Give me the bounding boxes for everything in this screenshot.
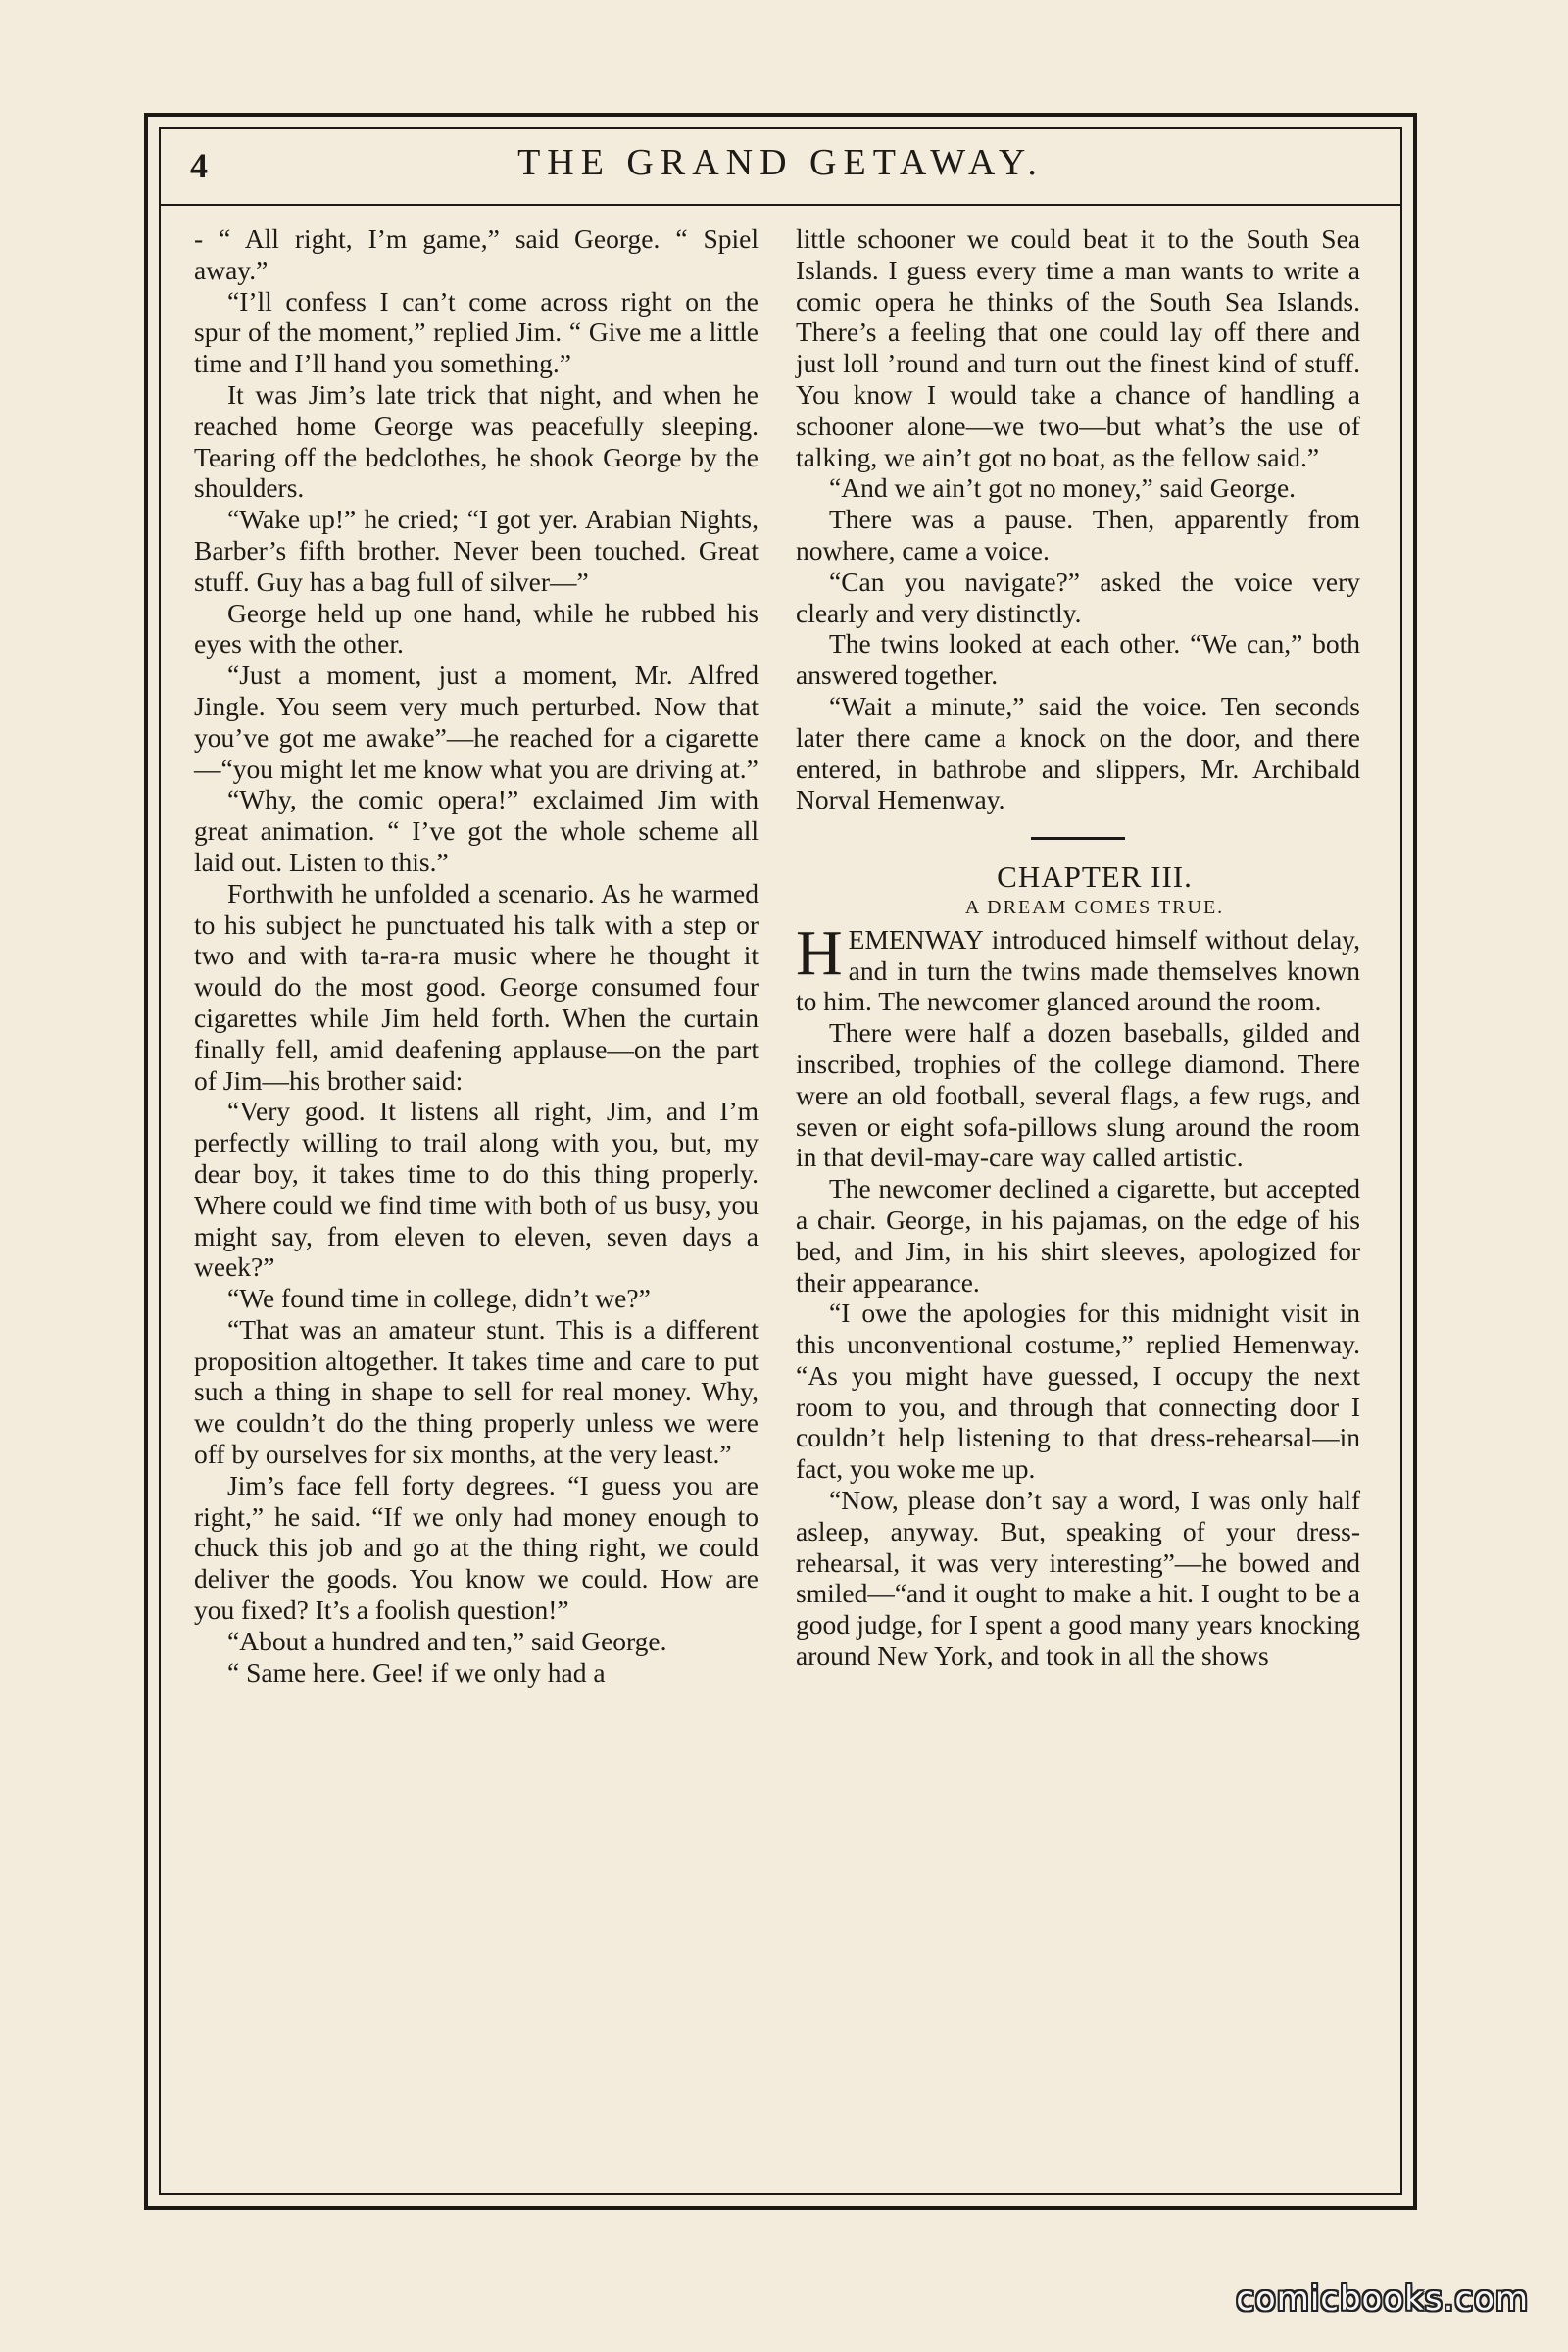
paragraph: The twins looked at each other. “We can,” both answered together. (796, 628, 1360, 691)
drop-cap: H (796, 916, 843, 989)
paragraph: “We found time in college, didn’t we?” (227, 1283, 651, 1314)
paragraph: There were half a dozen baseballs, gilded and inscribed, trophies of the college diamond. There were an old football, several flags, a few rugs, and seven or eight sofa-pillows slung around the room in that devil-may-care way called artistic. (796, 1017, 1360, 1173)
paragraph: “And we ain’t got no money,” said George. (829, 472, 1297, 504)
chapter-title: CHAPTER III. (997, 859, 1193, 895)
paragraph: “That was an amateur stunt. This is a different proposition altogether. It takes time and care to put such a thing in shape to sell for real money. Why, we couldn’t do the thing properly unless we were off by ourselves for six months, at the very least.” (194, 1313, 759, 1470)
paragraph: “Wake up!” he cried; “I got yer. Arabian Nights, Barber’s fifth brother. Never been touched. Great stuff. Guy has a bag full of silver—” (194, 504, 759, 597)
paragraph: “I owe the apologies for this midnight visit in this unconventional costume,” replied Hemenway. “As you might have guessed, I occupy the next room to you, and through that connecting door I couldn’t help listening to that dress-rehearsal—in fact, you woke me up. (796, 1298, 1360, 1485)
paragraph: There was a pause. Then, apparently from nowhere, came a voice. (796, 504, 1360, 565)
header-rule (159, 204, 1402, 206)
paragraph: “Just a moment, just a moment, Mr. Alfred Jingle. You seem very much perturbed. Now that you’ve got me awake”—he reached for a cigarette—“you might let me know what you are driving at.” (194, 660, 759, 784)
paragraph: Forthwith he unfolded a scenario. As he warmed to his subject he punctuated his talk with a step or two and with ta-ra-ra music where he thought it would do the most good. George consumed four cigarettes while Jim held forth. When the curtain finally fell, amid deafening applause—on the part of Jim—his brother said: (194, 877, 759, 1096)
chapter-opening-paragraph (796, 916, 1360, 1017)
page-number: 4 (190, 146, 209, 185)
paragraph: “Wait a minute,” said the voice. Ten seconds later there came a knock on the door, and there entered, in bathrobe and slippers, Mr. Archibald Norval Hemenway. (796, 690, 1360, 815)
running-title: THE GRAND GETAWAY. (517, 142, 1044, 183)
paragraph: “Now, please don’t say a word, I was only half asleep, anyway. But, speaking of your dress-rehearsal, it was very interesting”—he bowed and smiled—“and it ought to make a hit. I ought to be a good judge, for I spent a good many years knocking around New York, and took in all the shows (796, 1485, 1360, 1672)
paragraph: “I’ll confess I can’t come across right on the spur of the moment,” replied Jim. “ Give me a little time and I’ll hand you something.” (194, 285, 759, 379)
site-watermark: comicbooks.com (1236, 2279, 1529, 2319)
paragraph: little schooner we could beat it to the South Sea Islands. I guess every time a man wants to write a comic opera he thinks of the South Sea Islands. There’s a feeling that one could lay off there and just loll ’round and turn out the finest kind of stuff. You know I would take a chance of handling a schooner alone—we two—but what’s the use of talking, we ain’t got no boat, as the fellow said.” (796, 223, 1360, 472)
paragraph: George held up one hand, while he rubbed his eyes with the other. (194, 597, 759, 660)
paragraph: “Very good. It listens all right, Jim, and I’m perfectly willing to trail along with you, but, my dear boy, it takes time to do this thing properly. Where could we find time with both of us busy, you might say, from eleven to eleven, seven days a week?” (194, 1096, 759, 1283)
paragraph: It was Jim’s late trick that night, and when he reached home George was peacefully sleeping. Tearing off the bedclothes, he shook George by the shoulders. (194, 378, 759, 504)
paragraph: “Why, the comic opera!” exclaimed Jim with great animation. “ I’ve got the whole scheme all laid out. Listen to this.” (194, 784, 759, 877)
paragraph: Jim’s face fell forty degrees. “I guess you are right,” he said. “If we only had money enough to chuck this job and go at the thing right, we could deliver the goods. You know we could. How are you fixed? It’s a foolish question!” (194, 1469, 759, 1626)
paragraph: The newcomer declined a cigarette, but accepted a chair. George, in his pajamas, on the edge of his bed, and Jim, in his shirt sleeves, apologized for their appearance. (796, 1173, 1360, 1298)
left-column (194, 223, 759, 1688)
paragraph: “Can you navigate?” asked the voice very clearly and very distinctly. (796, 565, 1360, 628)
section-separator (1031, 837, 1125, 840)
right-column (796, 223, 1360, 1672)
chapter-subtitle: A DREAM COMES TRUE. (964, 896, 1225, 918)
paragraph: - “ All right, I’m game,” said George. “ Spiel away.” (194, 223, 759, 285)
opening-text: EMENWAY introduced himself without delay, and in turn the twins made themselves known to him. The newcomer glanced around the room. (796, 923, 1360, 1017)
page-header (159, 127, 1402, 204)
paragraph: “About a hundred and ten,” said George. (227, 1625, 667, 1656)
paragraph: “ Same here. Gee! if we only had a (227, 1656, 606, 1688)
